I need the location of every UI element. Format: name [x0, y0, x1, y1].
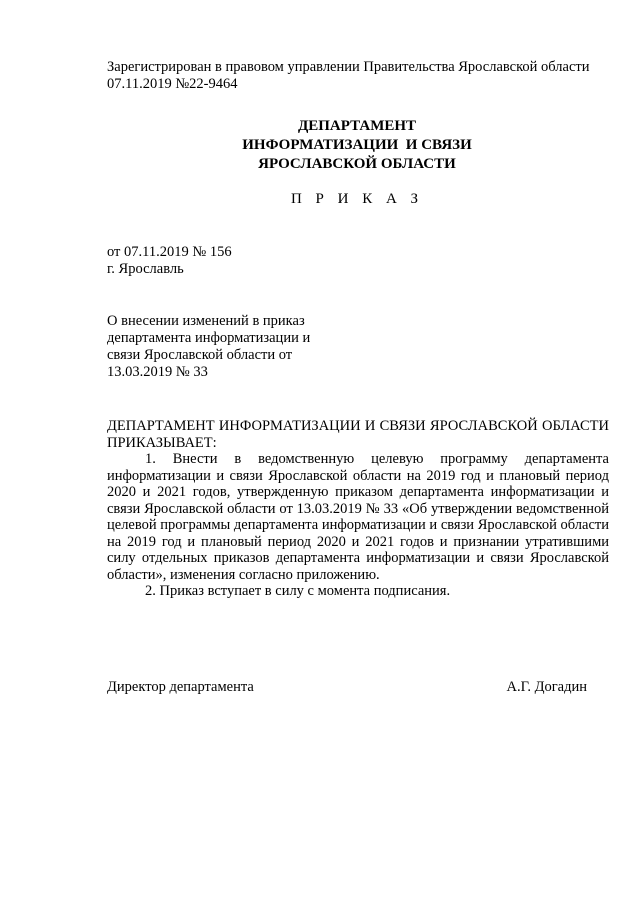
order-heading: ДЕПАРТАМЕНТ ИНФОРМАТИЗАЦИИ И СВЯЗИ ЯРОСЛАВСКОЙ ОБЛАСТИ ПРИКАЗЫВАЕТ:: [107, 418, 609, 451]
order-item-1: 1. Внести в ведомственную целевую программу департамента информатизации и связи Ярославской области на 2019 год и плановый период 2020 и 2021 годов, утвержденную приказом департамента информатизации и связи Ярославской области от 13.03.2019 № 33 «Об утверждении ведомственной целевой программы департамента информатизации и связи Ярославской области на 2019 год и плановый период 2020 и 2021 годов и признании утратившими силу отдельных приказов департамента информатизации и связи Ярославской области», изменения согласно приложению.: [107, 451, 609, 583]
order-city: г. Ярославль: [107, 261, 184, 277]
subject-line-1: О внесении изменений в приказ: [107, 313, 305, 329]
subject-line-4: 13.03.2019 № 33: [107, 364, 208, 380]
order-title: П Р И К А З: [290, 191, 424, 207]
department-line-1: ДЕПАРТАМЕНТ: [297, 118, 417, 134]
signatory-position: Директор департамента: [107, 679, 254, 695]
department-line-2: ИНФОРМАТИЗАЦИИ И СВЯЗИ: [242, 137, 472, 153]
registration-note: [107, 59, 627, 93]
order-body: [107, 418, 609, 600]
order-subject: [107, 313, 347, 381]
department-line-3: ЯРОСЛАВСКОЙ ОБЛАСТИ: [258, 156, 456, 172]
signatory-name: А.Г. Догадин: [506, 679, 587, 695]
order-date-number: от 07.11.2019 № 156: [107, 244, 232, 260]
subject-line-2: департамента информатизации и: [107, 330, 311, 346]
order-info: [107, 244, 232, 278]
registration-line-2: 07.11.2019 №22-9464: [107, 76, 238, 92]
registration-line-1: Зарегистрирован в правовом управлении Правительства Ярославской области: [107, 59, 590, 75]
department-header: [107, 117, 607, 174]
order-item-2: 2. Приказ вступает в силу с момента подписания.: [145, 583, 451, 599]
subject-line-3: связи Ярославской области от: [107, 347, 293, 363]
